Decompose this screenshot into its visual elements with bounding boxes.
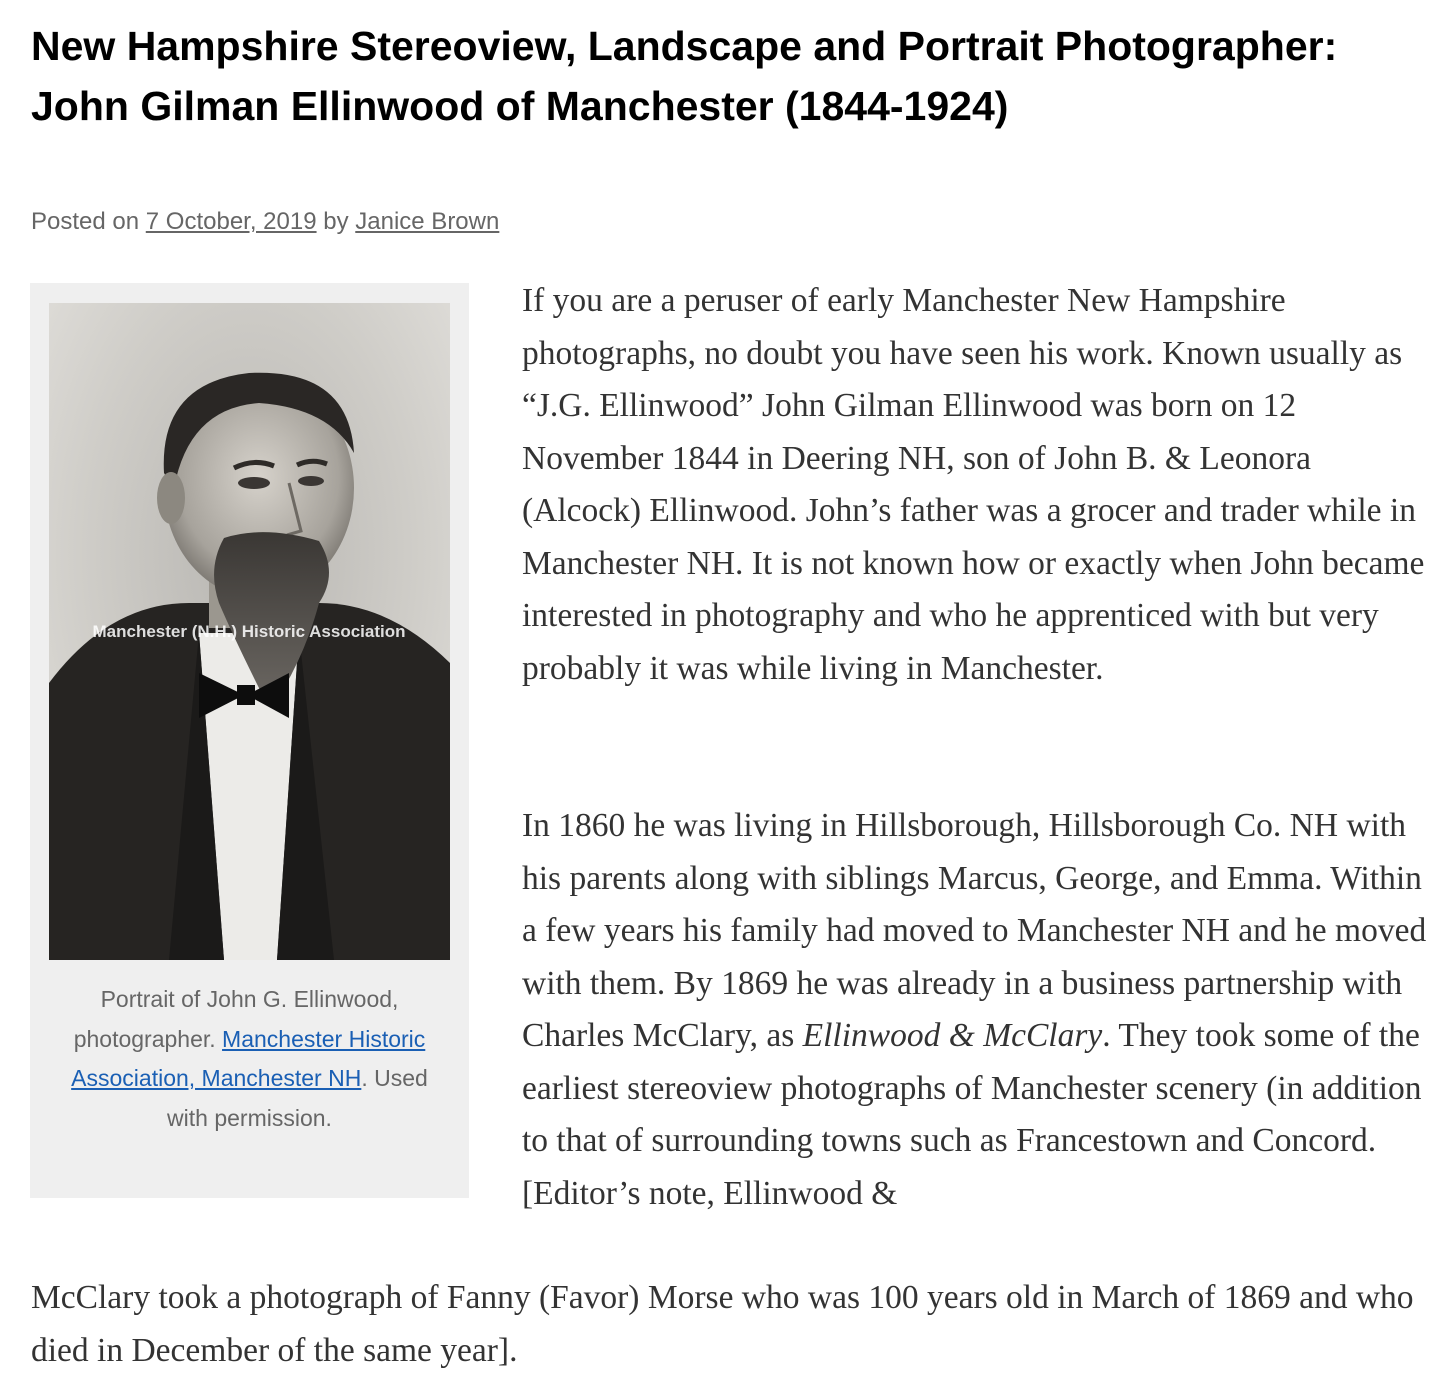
post-meta	[31, 205, 499, 239]
paragraph-2	[522, 800, 1437, 1220]
portrait-figure	[30, 283, 469, 1198]
post-date-link[interactable]: 7 October, 2019	[145, 208, 317, 235]
firm-name: Ellinwood & McClary	[802, 1017, 1103, 1054]
portrait-photo	[49, 303, 450, 960]
paragraph-2-intro: In 1860 he was living in Hillsborough, Hillsborough Co. NH with his parents along with siblings Marcus, George, and Emma. Within a few years his family had moved to Manchester NH and he moved with them. By 1869 he was already in a business partnership with Charles McClary, as	[522, 807, 1427, 1054]
caption-suffix: . Used with permission.	[167, 1065, 428, 1131]
paragraph-3: McClary took a photograph of Fanny (Favor) Morse who was 100 years old in March of 1869 and who died in December of the same year].	[31, 1279, 1414, 1369]
watermark-text: Manchester (N.H.) Historic Association	[92, 622, 406, 641]
caption-text: Portrait of John G. Ellinwood, photographer.	[73, 986, 399, 1052]
post-title: New Hampshire Stereoview, Landscape and Portrait Photographer: John Gilman Ellinwood of Manchester (1844-1924)	[31, 23, 1338, 129]
paragraph-1: If you are a peruser of early Manchester New Hampshire photographs, no doubt you have seen his work. Known usually as “J.G. Ellinwood” John Gilman Ellinwood was born on 12 November 1844 in Deering NH, son of John B. & Leonora (Alcock) Ellinwood. John’s father was a grocer and trader while in Manchester NH. It is not known how or exactly when John became interested in photography and who he apprenticed with but very probably it was while living in Manchester.	[522, 282, 1425, 687]
figure-caption	[49, 980, 450, 1138]
author-link[interactable]: Janice Brown	[355, 208, 500, 235]
paragraph-2-rest: . They took some of the earliest stereoview photographs of Manchester scenery (in addition to that of surrounding towns such as Francestown and Concord. [Editor’s note, Ellinwood &	[522, 1017, 1422, 1212]
caption-source-link[interactable]: Manchester Historic Association, Manchester NH	[71, 1025, 426, 1091]
posted-on-label: Posted on	[31, 208, 140, 235]
by-label: by	[323, 208, 349, 235]
